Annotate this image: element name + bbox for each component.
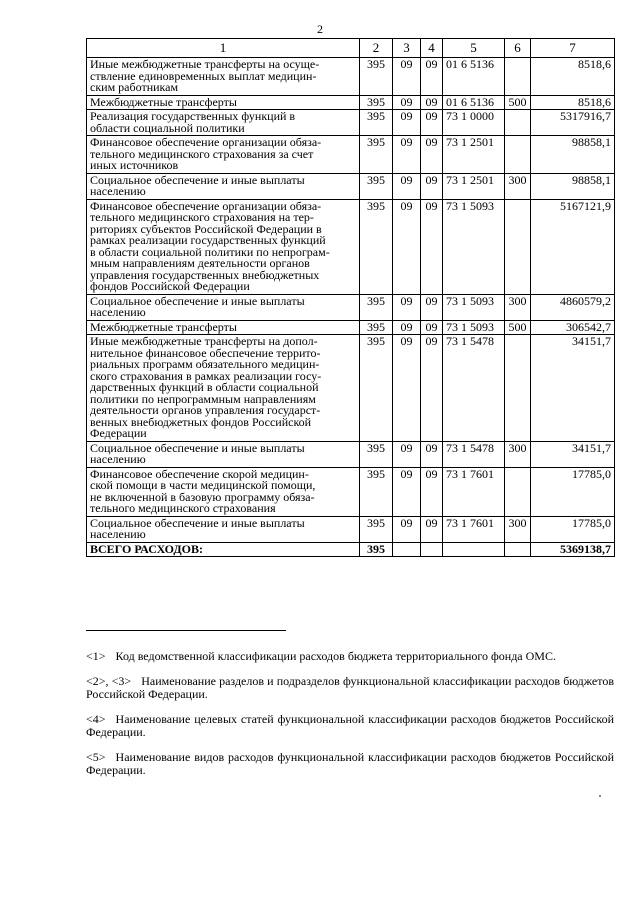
section-code-cell: 09	[393, 294, 421, 320]
row-name-cell: Социальное обеспечение и иные выплаты населению	[87, 516, 360, 542]
expense-type-cell	[505, 199, 531, 294]
target-article-cell: 73 1 2501	[443, 136, 505, 174]
row-name-cell: Иные межбюджетные трансферты на осуще- ствление единовременных выплат медицин- ским работникам	[87, 58, 360, 96]
footnote-item	[86, 650, 614, 663]
row-name-cell: Финансовое обеспечение организации обяза- тельного медицинского страхования на тер- риториях субъектов Российской Федерации в рамках реализации государственных функций в области социальной политики по непрограм- мным направлениям деятельности органов управления государственных внебюджетных фондов Российской Федерации	[87, 199, 360, 294]
row-name-cell: Социальное обеспечение и иные выплаты населению	[87, 294, 360, 320]
amount-cell: 98858,1	[531, 136, 615, 174]
expense-type-cell	[505, 335, 531, 442]
subsection-code-cell: 09	[421, 110, 443, 136]
footnote-item	[86, 751, 614, 777]
target-article-cell: 73 1 0000	[443, 110, 505, 136]
footnote-tag: <1>	[86, 649, 106, 663]
expense-type-cell	[505, 110, 531, 136]
amount-cell: 17785,0	[531, 467, 615, 516]
chapter-code-cell: 395	[360, 110, 393, 136]
footnote-separator	[86, 630, 286, 631]
section-code-cell: 09	[393, 173, 421, 199]
section-code-cell: 09	[393, 441, 421, 467]
chapter-code-cell: 395	[360, 95, 393, 110]
row-name-cell: Межбюджетные трансферты	[87, 95, 360, 110]
chapter-code-cell: 395	[360, 516, 393, 542]
expenditure-table	[86, 38, 615, 557]
chapter-code-cell: 395	[360, 199, 393, 294]
footnote-item	[86, 713, 614, 739]
chapter-code-cell: 395	[360, 441, 393, 467]
amount-cell: 8518,6	[531, 58, 615, 96]
amount-cell: 17785,0	[531, 516, 615, 542]
footnote-text: Наименование видов расходов функциональной классификации расходов бюджетов Российской Федерации.	[86, 750, 614, 777]
row-name-cell: Социальное обеспечение и иные выплаты населению	[87, 173, 360, 199]
subsection-code-cell: 09	[421, 516, 443, 542]
table-row	[87, 136, 615, 174]
amount-cell: 34151,7	[531, 335, 615, 442]
section-code-cell: 09	[393, 110, 421, 136]
column-header: 3	[393, 39, 421, 58]
table-row	[87, 199, 615, 294]
chapter-code-cell: 395	[360, 335, 393, 442]
expense-type-cell	[505, 58, 531, 96]
target-article-cell: 73 1 5093	[443, 320, 505, 335]
chapter-code-cell: 395	[360, 294, 393, 320]
section-code-cell	[393, 542, 421, 557]
footnote-item	[86, 675, 614, 701]
subsection-code-cell	[421, 542, 443, 557]
section-code-cell: 09	[393, 136, 421, 174]
amount-cell: 5317916,7	[531, 110, 615, 136]
footnote-text: Код ведомственной классификации расходов бюджета территориального фонда ОМС.	[115, 649, 556, 663]
row-name-cell: Финансовое обеспечение организации обяза- тельного медицинского страхования за счет иных источников	[87, 136, 360, 174]
scan-speck	[599, 795, 601, 797]
expense-type-cell: 500	[505, 320, 531, 335]
table-row	[87, 441, 615, 467]
subsection-code-cell: 09	[421, 335, 443, 442]
footnote-text: Наименование разделов и подразделов функциональной классификации расходов бюджетов Российской Федерации.	[86, 674, 614, 701]
chapter-code-cell: 395	[360, 467, 393, 516]
table-row	[87, 95, 615, 110]
footnote-tag: <5>	[86, 750, 106, 764]
section-code-cell: 09	[393, 335, 421, 442]
subsection-code-cell: 09	[421, 199, 443, 294]
section-code-cell: 09	[393, 467, 421, 516]
footnote-tag: <2>, <3>	[86, 674, 132, 688]
table-row	[87, 110, 615, 136]
target-article-cell: 01 6 5136	[443, 58, 505, 96]
section-code-cell: 09	[393, 516, 421, 542]
row-name-cell: Иные межбюджетные трансферты на допол- нительное финансовое обеспечение террито- риальных программ обязательного медицин- ского страхования в рамках реализации госу- дарственных функций в области социальной политики по непрограммным направлениям деятельности органов управления государст- венных внебюджетных фондов Российской Федерации	[87, 335, 360, 442]
chapter-code-cell: 395	[360, 58, 393, 96]
subsection-code-cell: 09	[421, 58, 443, 96]
amount-cell: 306542,7	[531, 320, 615, 335]
subsection-code-cell: 09	[421, 320, 443, 335]
amount-cell: 5167121,9	[531, 199, 615, 294]
row-name-cell: Реализация государственных функций в области социальной политики	[87, 110, 360, 136]
target-article-cell: 73 1 5478	[443, 441, 505, 467]
section-code-cell: 09	[393, 58, 421, 96]
target-article-cell: 73 1 2501	[443, 173, 505, 199]
target-article-cell: 73 1 5093	[443, 294, 505, 320]
subsection-code-cell: 09	[421, 294, 443, 320]
target-article-cell: 73 1 5478	[443, 335, 505, 442]
expense-type-cell: 500	[505, 95, 531, 110]
section-code-cell: 09	[393, 199, 421, 294]
expense-type-cell	[505, 542, 531, 557]
subsection-code-cell: 09	[421, 441, 443, 467]
subsection-code-cell: 09	[421, 95, 443, 110]
table-row	[87, 320, 615, 335]
page-number: 2	[317, 22, 323, 36]
section-code-cell: 09	[393, 95, 421, 110]
column-header: 7	[531, 39, 615, 58]
target-article-cell: 01 6 5136	[443, 95, 505, 110]
amount-cell: 8518,6	[531, 95, 615, 110]
table-row	[87, 335, 615, 442]
column-header: 4	[421, 39, 443, 58]
row-name-cell: ВСЕГО РАСХОДОВ:	[87, 542, 360, 557]
amount-cell: 34151,7	[531, 441, 615, 467]
row-name-cell: Социальное обеспечение и иные выплаты населению	[87, 441, 360, 467]
target-article-cell	[443, 542, 505, 557]
table-row	[87, 467, 615, 516]
table-row	[87, 173, 615, 199]
table-header-row	[87, 39, 615, 58]
table-row	[87, 294, 615, 320]
subsection-code-cell: 09	[421, 173, 443, 199]
table-row	[87, 516, 615, 542]
target-article-cell: 73 1 7601	[443, 467, 505, 516]
chapter-code-cell: 395	[360, 542, 393, 557]
section-code-cell: 09	[393, 320, 421, 335]
expense-type-cell: 300	[505, 173, 531, 199]
chapter-code-cell: 395	[360, 136, 393, 174]
target-article-cell: 73 1 5093	[443, 199, 505, 294]
target-article-cell: 73 1 7601	[443, 516, 505, 542]
row-name-cell: Финансовое обеспечение скорой медицин- ской помощи в части медицинской помощи, не включенной в базовую программу обяза- тельного медицинского страхования	[87, 467, 360, 516]
footnote-tag: <4>	[86, 712, 106, 726]
column-header: 1	[87, 39, 360, 58]
chapter-code-cell: 395	[360, 173, 393, 199]
column-header: 2	[360, 39, 393, 58]
column-header: 6	[505, 39, 531, 58]
chapter-code-cell: 395	[360, 320, 393, 335]
subsection-code-cell: 09	[421, 136, 443, 174]
expense-type-cell: 300	[505, 441, 531, 467]
footnote-text: Наименование целевых статей функциональной классификации расходов бюджетов Российской Федерации.	[86, 712, 614, 739]
expense-type-cell	[505, 467, 531, 516]
column-header: 5	[443, 39, 505, 58]
amount-cell: 98858,1	[531, 173, 615, 199]
amount-cell: 4860579,2	[531, 294, 615, 320]
table-row	[87, 58, 615, 96]
footnotes	[86, 650, 614, 789]
expense-type-cell: 300	[505, 294, 531, 320]
expense-type-cell: 300	[505, 516, 531, 542]
expense-type-cell	[505, 136, 531, 174]
amount-cell: 5369138,7	[531, 542, 615, 557]
total-row	[87, 542, 615, 557]
row-name-cell: Межбюджетные трансферты	[87, 320, 360, 335]
subsection-code-cell: 09	[421, 467, 443, 516]
